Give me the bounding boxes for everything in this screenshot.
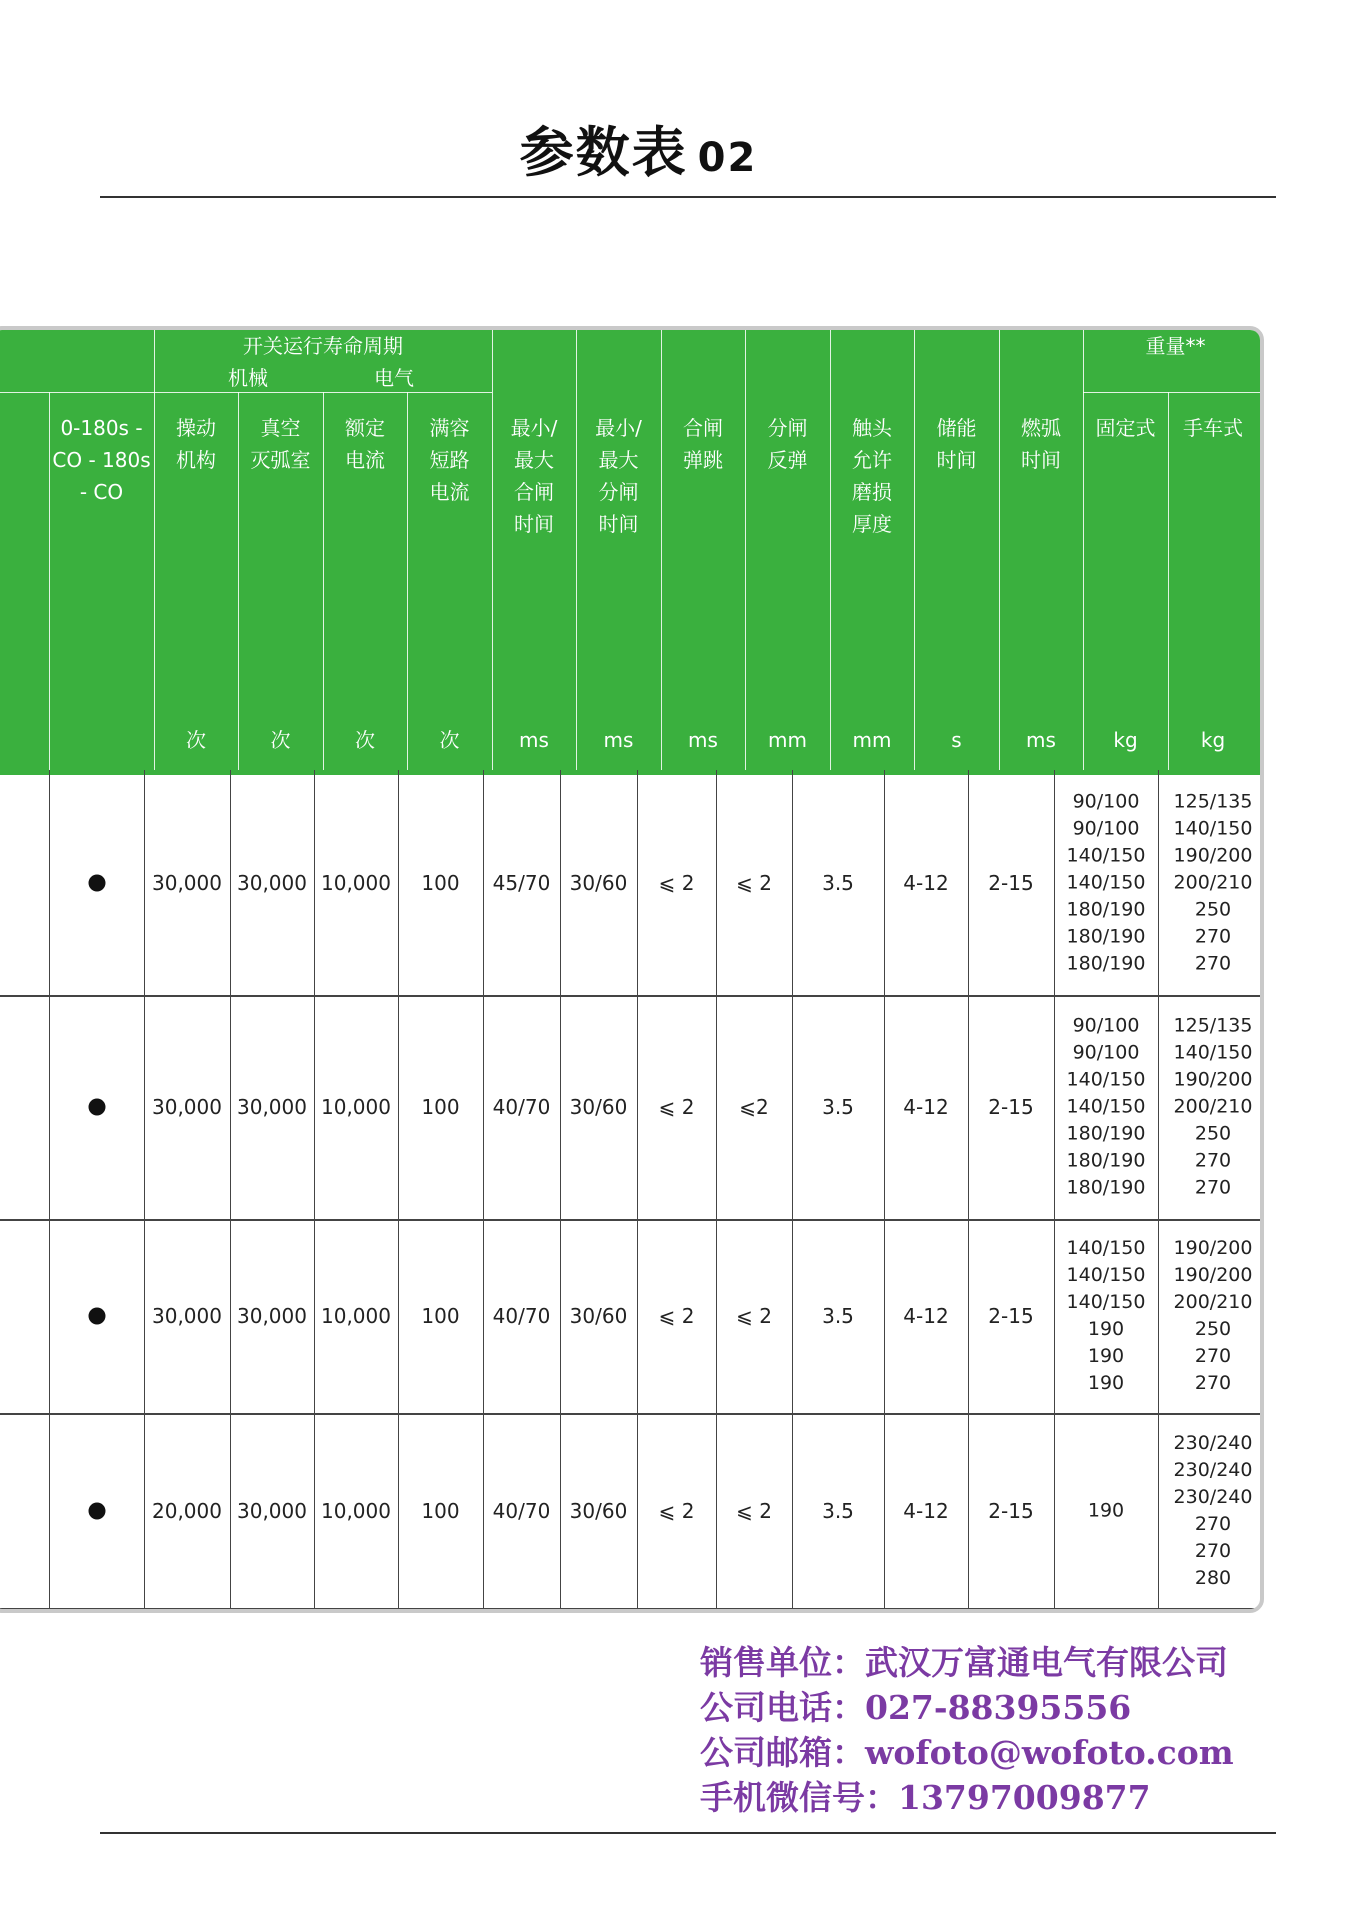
cell-truck xyxy=(1158,1430,1264,1592)
cell-short: 100 xyxy=(421,1095,460,1119)
contact-block xyxy=(700,1640,1234,1820)
cell-vac: 30,000 xyxy=(237,1304,307,1328)
cell-open_t: 30/60 xyxy=(569,870,628,895)
table-header-background xyxy=(0,330,1260,775)
cell-rated: 10,000 xyxy=(321,1095,391,1119)
table-column-divider xyxy=(968,770,969,1608)
weight-value: 270 xyxy=(1194,1176,1232,1199)
cell-open_t: 30/60 xyxy=(569,1304,628,1328)
table-column-divider xyxy=(716,770,717,1608)
page-title xyxy=(0,110,1277,187)
header-divider xyxy=(1168,392,1169,770)
parameter-table xyxy=(0,326,1264,1613)
top-rule xyxy=(100,196,1276,198)
header-divider xyxy=(830,330,831,770)
table-column-divider xyxy=(314,770,315,1608)
sequence-marker xyxy=(88,1502,105,1519)
weight-value: 140/150 xyxy=(1066,1264,1146,1286)
cell-arc: 2-15 xyxy=(988,1095,1034,1119)
column-header-open_t: 最小/ 最大 分闸 时间 xyxy=(595,416,642,536)
weight-value: 180/190 xyxy=(1066,1176,1146,1199)
weight-value: 280 xyxy=(1194,1566,1232,1589)
column-header-rebound: 分闸 反弹 xyxy=(767,416,808,472)
cell-open_t: 30/60 xyxy=(569,1095,628,1119)
weight-value: 140/150 xyxy=(1066,1291,1146,1313)
cell-fixed xyxy=(1054,1497,1158,1524)
header-group-life: 开关运行寿命周期 xyxy=(243,334,403,358)
column-header-seq: 0-180s - CO - 180s - CO xyxy=(52,416,151,504)
weight-value: 140/150 xyxy=(1173,1041,1253,1064)
header-divider xyxy=(914,330,915,770)
cell-open_t: 30/60 xyxy=(569,1498,628,1523)
weight-value: 250 xyxy=(1194,898,1232,920)
header-group-life-mech: 机械 xyxy=(228,366,268,390)
weight-value: 200/210 xyxy=(1173,1095,1253,1118)
column-unit-mech: 次 xyxy=(186,728,206,752)
table-row-divider xyxy=(0,995,1260,997)
cell-close_t: 45/70 xyxy=(492,870,551,895)
weight-value: 190 xyxy=(1087,1372,1125,1394)
header-divider xyxy=(661,330,662,770)
column-header-mech: 操动 机构 xyxy=(176,416,216,472)
weight-value: 190 xyxy=(1087,1345,1125,1367)
weight-value: 180/190 xyxy=(1066,1122,1146,1145)
column-unit-close_t: ms xyxy=(519,728,549,752)
weight-value: 190/200 xyxy=(1173,1068,1253,1091)
cell-charge: 4-12 xyxy=(903,1095,949,1119)
cell-fixed xyxy=(1054,788,1158,977)
weight-value: 190 xyxy=(1087,1499,1125,1521)
weight-value: 140/150 xyxy=(1173,817,1253,839)
cell-fixed xyxy=(1054,1013,1158,1202)
header-group-life-elec: 电气 xyxy=(374,366,414,390)
cell-vac: 30,000 xyxy=(237,1095,307,1119)
table-column-divider xyxy=(398,770,399,1608)
table-row-divider xyxy=(0,1608,1260,1610)
column-unit-rebound: mm xyxy=(768,728,807,752)
weight-value: 140/150 xyxy=(1066,1237,1146,1259)
cell-vac: 30,000 xyxy=(237,1498,307,1523)
column-header-truck: 手车式 xyxy=(1183,416,1243,440)
cell-arc: 2-15 xyxy=(988,1304,1034,1328)
cell-wear: 3.5 xyxy=(822,1498,854,1523)
weight-value: 90/100 xyxy=(1072,1014,1140,1037)
cell-charge: 4-12 xyxy=(903,870,949,895)
weight-value: 250 xyxy=(1194,1122,1232,1145)
weight-value: 190/200 xyxy=(1173,1264,1253,1286)
contact-phone: 公司电话：027-88395556 xyxy=(700,1688,1132,1727)
cell-truck xyxy=(1158,1013,1264,1202)
column-header-rated: 额定 电流 xyxy=(345,416,385,472)
weight-value: 125/135 xyxy=(1173,790,1253,812)
cell-rated: 10,000 xyxy=(321,1304,391,1328)
cell-short: 100 xyxy=(421,1304,460,1328)
cell-rebound: ⩽2 xyxy=(739,1095,769,1119)
weight-value: 230/240 xyxy=(1173,1458,1253,1481)
header-divider xyxy=(999,330,1000,770)
weight-value: 250 xyxy=(1194,1318,1232,1340)
cell-close_t: 40/70 xyxy=(492,1304,551,1328)
table-column-divider xyxy=(560,770,561,1608)
weight-value: 140/150 xyxy=(1066,1095,1146,1118)
column-header-short: 满容 短路 电流 xyxy=(429,416,470,504)
sequence-marker xyxy=(88,874,105,891)
header-divider xyxy=(154,330,155,770)
cell-wear: 3.5 xyxy=(822,870,854,895)
column-unit-arc: ms xyxy=(1026,728,1056,752)
weight-value: 270 xyxy=(1194,1512,1232,1535)
weight-value: 90/100 xyxy=(1072,1041,1140,1064)
cell-mech: 30,000 xyxy=(152,1095,222,1119)
weight-value: 270 xyxy=(1194,952,1232,974)
cell-rebound: ⩽ 2 xyxy=(736,870,772,895)
cell-truck xyxy=(1158,1235,1264,1397)
contact-email: 公司邮箱：wofoto@wofoto.com xyxy=(700,1733,1234,1772)
weight-value: 190 xyxy=(1087,1318,1125,1340)
cell-charge: 4-12 xyxy=(903,1304,949,1328)
cell-rated: 10,000 xyxy=(321,1498,391,1523)
weight-value: 180/190 xyxy=(1066,1149,1146,1172)
cell-mech: 30,000 xyxy=(152,1304,222,1328)
cell-charge: 4-12 xyxy=(903,1498,949,1523)
table-column-divider xyxy=(483,770,484,1608)
column-header-arc: 燃弧 时间 xyxy=(1021,416,1061,472)
column-header-fixed: 固定式 xyxy=(1095,416,1156,440)
column-unit-wear: mm xyxy=(852,728,892,752)
column-header-bounce: 合闸 弹跳 xyxy=(683,416,723,472)
cell-bounce: ⩽ 2 xyxy=(658,1498,695,1523)
header-divider xyxy=(745,330,746,770)
cell-fixed xyxy=(1054,1235,1158,1397)
column-unit-open_t: ms xyxy=(603,728,634,752)
column-unit-charge: s xyxy=(951,728,962,752)
table-column-divider xyxy=(49,770,50,1608)
weight-value: 230/240 xyxy=(1173,1431,1253,1454)
table-column-divider xyxy=(637,770,638,1608)
weight-value: 140/150 xyxy=(1066,871,1146,893)
table-column-divider xyxy=(792,770,793,1608)
header-divider xyxy=(1083,330,1084,770)
column-header-wear: 触头 允许 磨损 厚度 xyxy=(852,416,892,536)
cell-close_t: 40/70 xyxy=(492,1095,551,1119)
page-title-text: 参数表 xyxy=(519,121,688,184)
contact-seller: 销售单位：武汉万富通电气有限公司 xyxy=(700,1643,1228,1682)
weight-value: 190/200 xyxy=(1173,1237,1253,1259)
header-group-weight: 重量** xyxy=(1145,334,1206,358)
weight-value: 270 xyxy=(1194,1372,1232,1394)
cell-rebound: ⩽ 2 xyxy=(736,1304,772,1328)
cell-rated: 10,000 xyxy=(321,870,391,895)
cell-vac: 30,000 xyxy=(237,870,307,895)
cell-arc: 2-15 xyxy=(988,870,1034,895)
cell-mech: 30,000 xyxy=(152,870,222,895)
weight-value: 200/210 xyxy=(1173,871,1253,893)
table-row-divider xyxy=(0,1413,1260,1415)
table-column-divider xyxy=(230,770,231,1608)
weight-value: 90/100 xyxy=(1072,790,1140,812)
weight-value: 180/190 xyxy=(1066,925,1146,947)
weight-value: 180/190 xyxy=(1066,898,1146,920)
column-unit-vac: 次 xyxy=(270,728,291,752)
weight-value: 190/200 xyxy=(1173,844,1253,866)
sequence-marker xyxy=(88,1308,105,1325)
cell-rebound: ⩽ 2 xyxy=(736,1498,772,1523)
cell-bounce: ⩽ 2 xyxy=(658,870,695,895)
cell-bounce: ⩽ 2 xyxy=(658,1304,695,1328)
column-unit-truck: kg xyxy=(1200,728,1226,752)
contact-wechat: 手机微信号：13797009877 xyxy=(700,1778,1151,1817)
cell-wear: 3.5 xyxy=(822,1095,854,1119)
cell-arc: 2-15 xyxy=(988,1498,1034,1523)
page-title-number: 02 xyxy=(697,135,758,181)
column-unit-fixed: kg xyxy=(1113,728,1138,752)
cell-bounce: ⩽ 2 xyxy=(658,1095,695,1119)
weight-value: 230/240 xyxy=(1173,1485,1253,1508)
weight-value: 140/150 xyxy=(1066,1068,1146,1091)
column-header-close_t: 最小/ 最大 合闸 时间 xyxy=(510,416,558,536)
weight-value: 90/100 xyxy=(1072,817,1140,839)
table-column-divider xyxy=(884,770,885,1608)
column-header-vac: 真空 灭弧室 xyxy=(250,416,311,472)
sequence-marker xyxy=(88,1099,105,1116)
weight-value: 125/135 xyxy=(1173,1014,1253,1037)
header-group-divider xyxy=(1083,392,1264,393)
weight-value: 270 xyxy=(1194,1345,1232,1367)
column-unit-rated: 次 xyxy=(355,728,375,752)
cell-close_t: 40/70 xyxy=(492,1498,551,1523)
column-unit-short: 次 xyxy=(439,728,460,752)
cell-wear: 3.5 xyxy=(822,1304,854,1328)
table-row-divider xyxy=(0,1219,1260,1221)
bottom-rule xyxy=(100,1832,1276,1834)
cell-mech: 20,000 xyxy=(152,1498,222,1523)
weight-value: 270 xyxy=(1194,925,1232,947)
header-divider xyxy=(576,330,577,770)
weight-value: 180/190 xyxy=(1066,952,1146,974)
table-column-divider xyxy=(144,770,145,1608)
cell-short: 100 xyxy=(421,870,460,895)
weight-value: 200/210 xyxy=(1173,1291,1253,1313)
column-header-charge: 储能 时间 xyxy=(936,416,977,472)
weight-value: 140/150 xyxy=(1066,844,1146,866)
cell-truck xyxy=(1158,788,1264,977)
weight-value: 270 xyxy=(1194,1149,1232,1172)
weight-value: 270 xyxy=(1194,1539,1232,1562)
column-unit-bounce: ms xyxy=(688,728,718,752)
cell-short: 100 xyxy=(421,1498,460,1523)
header-divider xyxy=(492,330,493,770)
